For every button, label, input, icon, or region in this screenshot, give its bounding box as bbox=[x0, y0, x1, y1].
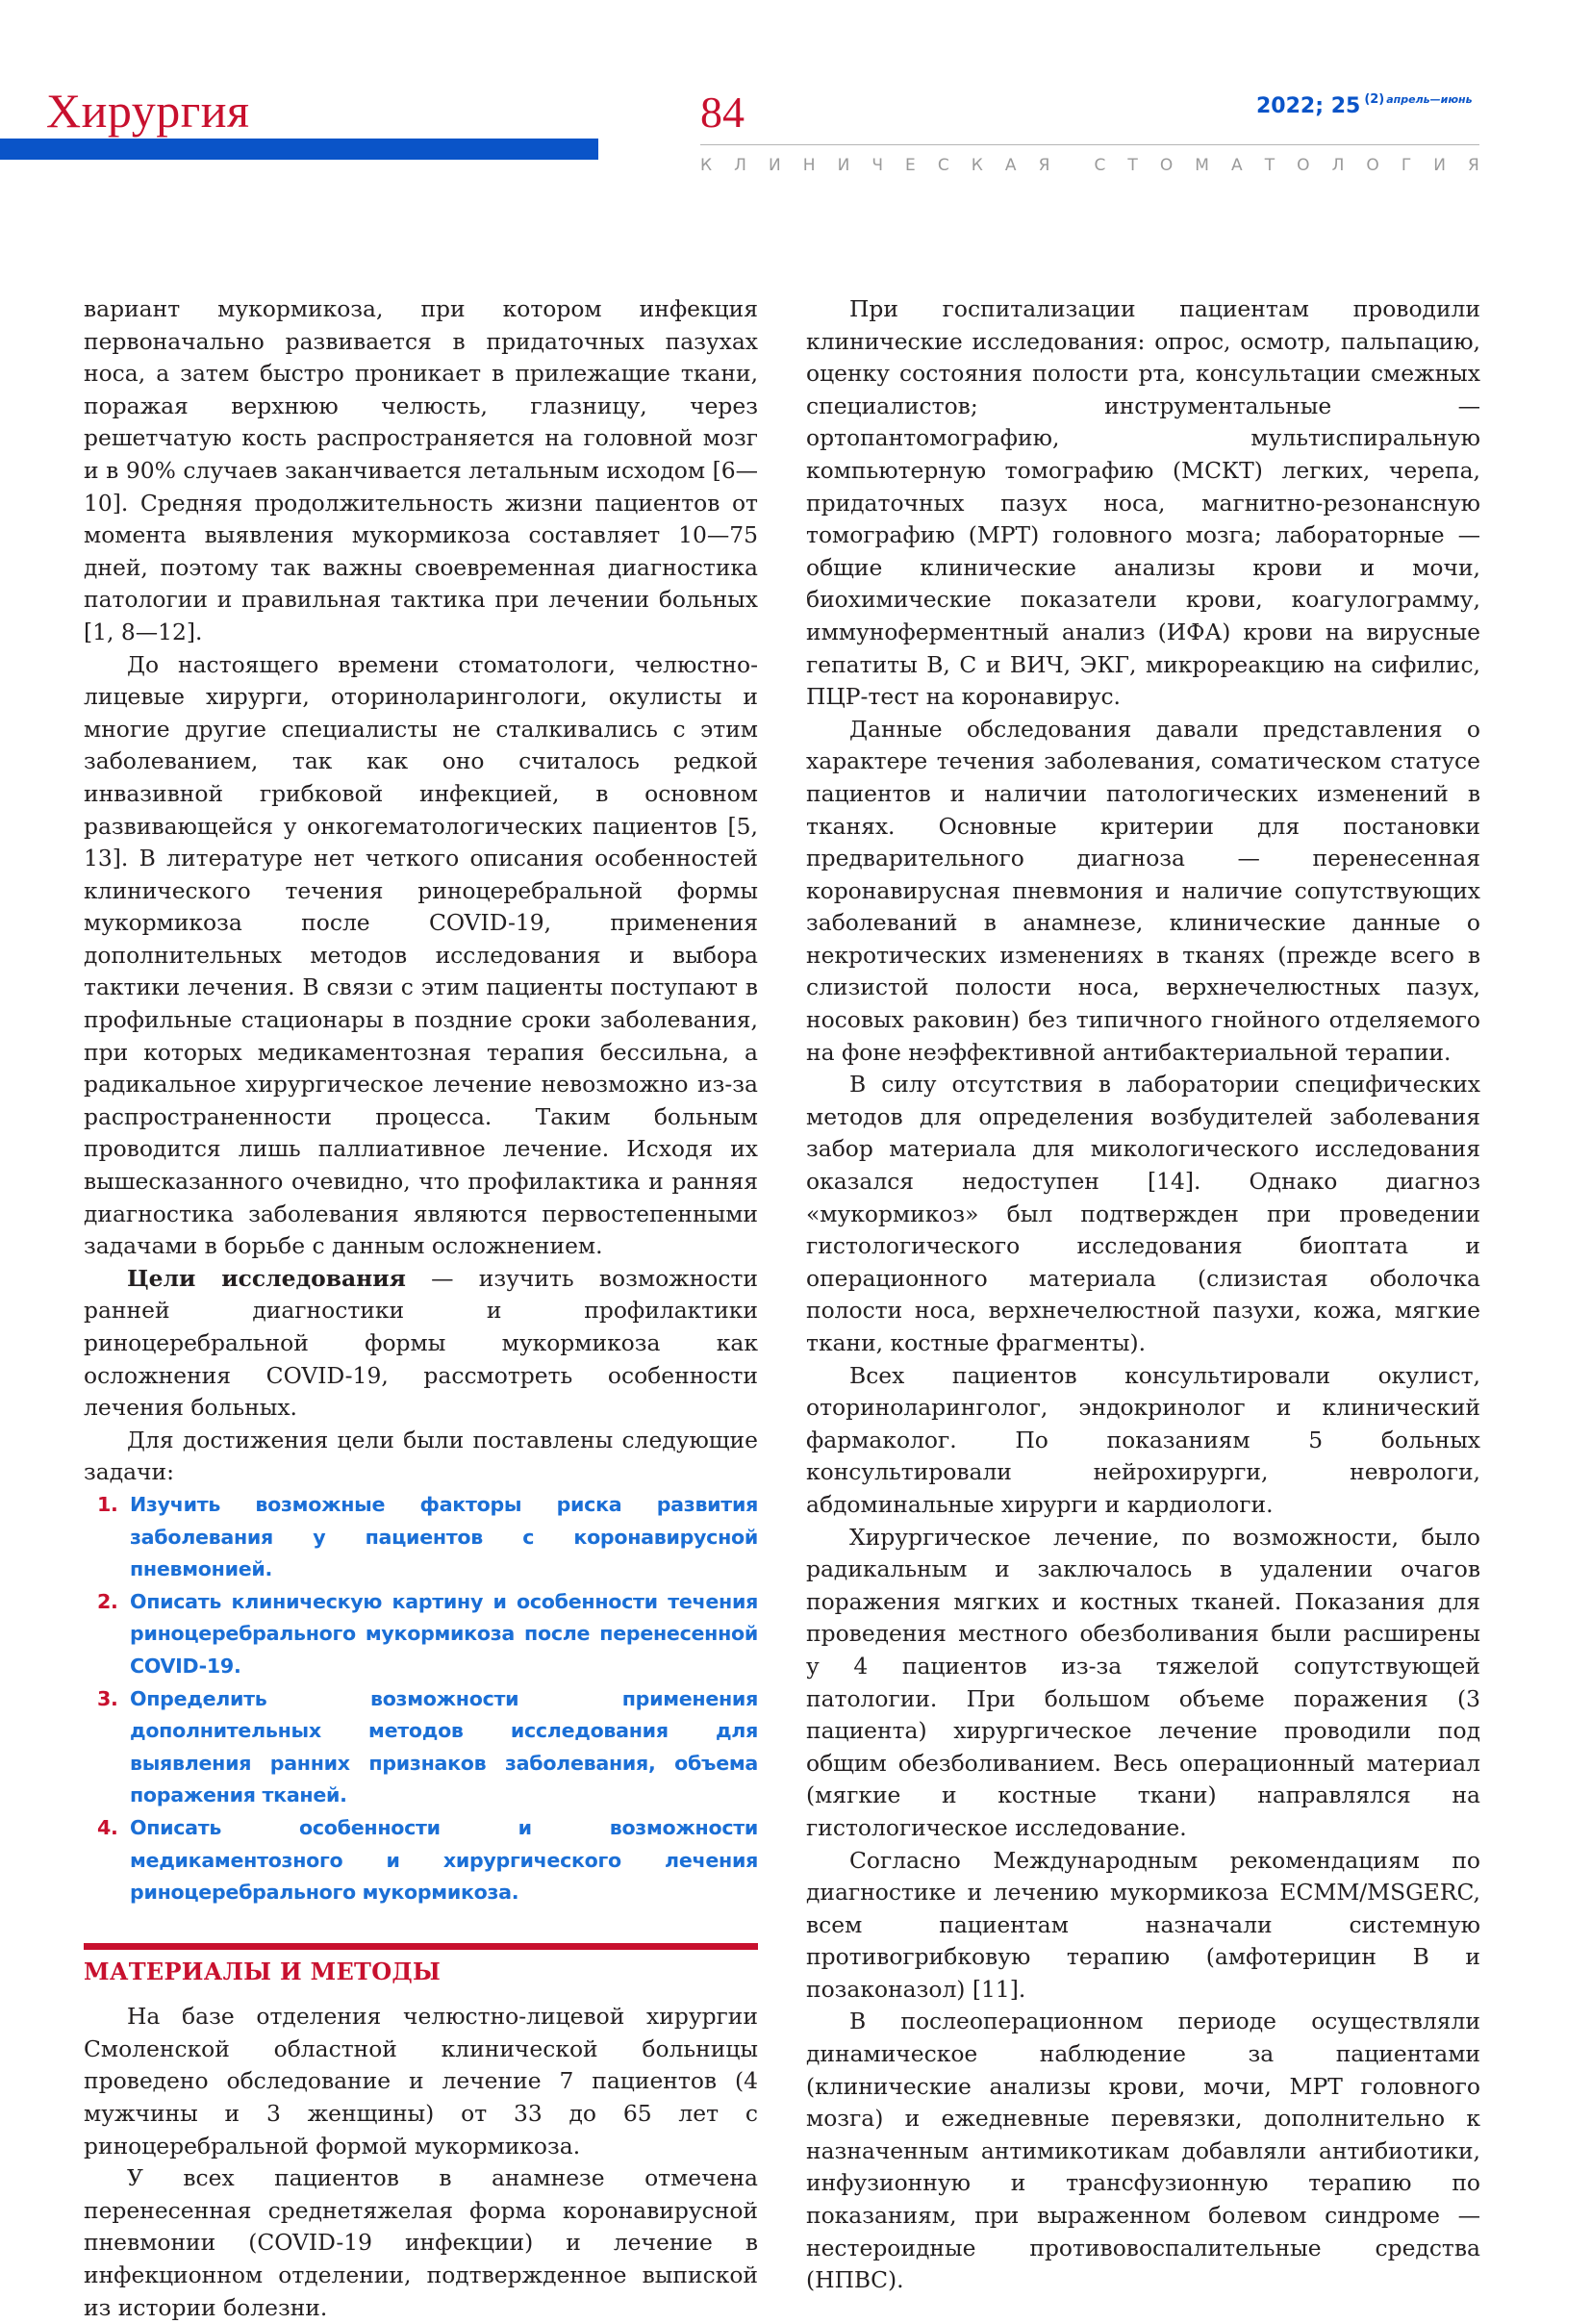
goal-paragraph bbox=[84, 1263, 758, 1425]
journal-letter: Т bbox=[1127, 156, 1138, 175]
journal-letter: И bbox=[768, 156, 781, 175]
paragraph: В послеоперационном периоде осуществляли динамическое наблюдение за пациентами (клинические анализы крови, мочи, МРТ головного мозга) и ежедневные перевязки, дополнительно к назначенным антимикотикам добавляли антибиотики, инфузионную и трансфузионную терапию по показаниям, при выраженном болевом синдроме — нестероидные противовоспалительные средства (НПВС). bbox=[806, 2008, 1480, 2294]
section-title: Хирургия bbox=[46, 84, 250, 138]
journal-letter: Л bbox=[734, 156, 746, 175]
issue-months: апрель—июнь bbox=[1386, 93, 1473, 106]
paragraph: вариант мукормикоза, при котором инфекция первоначально развивается в придаточных пазухах носа, а затем быстро проникает в прилежащие ткани, поражая верхнюю челюсть, глазницу, через решетчатую кость распространяется на головной мозг и в 90% случаев заканчивается летальным исходом [6—10]. Средняя продолжительность жизни пациентов от момента выявления мукормикоза составляет 10—75 дней, поэтому так важны своевременная диагностика патологии и правильная тактика при лечении больных [1, 8—12]. bbox=[84, 295, 758, 645]
journal-letter: И bbox=[1433, 156, 1446, 175]
left-column bbox=[84, 293, 758, 2324]
journal-letter: С bbox=[937, 156, 949, 175]
journal-letter: Я bbox=[1038, 156, 1050, 175]
journal-letter: К bbox=[700, 156, 713, 175]
header-rule bbox=[700, 144, 1479, 145]
paragraph: До настоящего времени стоматологи, челюстно-лицевые хирурги, оториноларингологи, окулисты и многие другие специалисты не сталкивались с этим заболеванием, так как оно считалось редкой инвазивной грибковой инфекцией, в основном развивающейся у онкогематологических пациентов [5, 13]. В литературе нет четкого описания особенностей клинического течения риноцеребральной формы мукормикоза после COVID-19, применения дополнительных методов исследования и выбора тактики лечения. В связи с этим пациенты поступают в профильные стационары в поздние сроки заболевания, при которых медикаментозная терапия бессильна, а радикальное хирургическое лечение невозможно из-за распространенности процесса. Таким больным проводится лишь паллиативное лечение. Исходя их вышесказанного очевидно, что профилактика и ранняя диагностика заболевания являются первостепенными задачами в борьбе с данным осложнением. bbox=[84, 650, 758, 1260]
journal-letter: К bbox=[971, 156, 983, 175]
journal-letter: Н bbox=[802, 156, 816, 175]
paragraph: У всех пациентов в анамнезе отмечена перенесенная среднетяжелая форма коронавирусной пневмонии (COVID-19 инфекции) и лечение в инфекционном отделении, подтвержденное выпиской из истории болезни. bbox=[84, 2164, 758, 2321]
goal-text: — изучить возможности ранней диагностики и профилактики риноцеребральной формы мукормикоза как осложнения COVID-19, рассмотреть особенности лечения больных. bbox=[84, 1264, 758, 1422]
paragraph: Согласно Международным рекомендациям по диагностике и лечению мукормикоза ECMM/MSGERC, всем пациентам назначали системную противогрибковую терапию (амфотерицин B и позаконазол) [11]. bbox=[806, 1846, 1480, 2003]
paragraph: Всех пациентов консультировали окулист, оториноларинголог, эндокринолог и клинический фармаколог. По показаниям 5 больных консультировали нейрохирурги, неврологи, абдоминальные хирурги и кардиологи. bbox=[806, 1361, 1480, 1518]
task-item bbox=[84, 1812, 758, 1909]
task-number: 4. bbox=[97, 1815, 118, 1839]
paragraph: В силу отсутствия в лаборатории специфических методов для определения возбудителей заболевания забор материала для микологического исследования оказался недоступен [14]. Однако диагноз «мукормикоз» был подтвержден при проведении гистологического исследования биоптата и операционного материала (слизистая оболочка полости носа, верхнечелюстной пазухи, кожа, мягкие ткани, костные фрагменты). bbox=[806, 1071, 1480, 1356]
task-text: Описать особенности и возможности медикаментозного и хирургического лечения риноцеребрального мукормикоза. bbox=[130, 1815, 758, 1905]
task-text: Описать клиническую картину и особенности течения риноцеребрального мукормикоза после перенесенной COVID-19. bbox=[130, 1589, 758, 1678]
journal-letter: Л bbox=[1331, 156, 1345, 175]
paragraph: При госпитализации пациентам проводили клинические исследования: опрос, осмотр, пальпацию, оценку состояния полости рта, консультации смежных специалистов; инструментальные — ортопантомографию, мультиспиральную компьютерную томографию (МСКТ) легких, черепа, придаточных пазух носа, магнитно-резонансную томографию (МРТ) головного мозга; лабораторные — общие клинические анализы крови и мочи, биохимические показатели крови, коагулограмму, иммуноферментный анализ (ИФА) крови на вирусные гепатиты B, C и ВИЧ, ЭКГ, микрореакцию на сифилис, ПЦР-тест на коронавирус. bbox=[806, 295, 1480, 711]
task-item bbox=[84, 1586, 758, 1683]
journal-letter: О bbox=[1366, 156, 1379, 175]
task-number: 2. bbox=[97, 1589, 118, 1613]
goal-label: Цели исследования bbox=[127, 1264, 406, 1292]
task-list bbox=[84, 1489, 758, 1909]
journal-letter: О bbox=[1297, 156, 1310, 175]
issue-info bbox=[1256, 92, 1473, 118]
paragraph: На базе отделения челюстно-лицевой хирургии Смоленской областной клинической больницы проведено обследование и лечение 7 пациентов (4 мужчины и 3 женщины) от 33 до 65 лет с риноцеребральной формой мукормикоза. bbox=[84, 2003, 758, 2160]
tasks-intro: Для достижения цели были поставлены следующие задачи: bbox=[84, 1426, 758, 1486]
journal-name bbox=[700, 156, 1479, 175]
journal-letter: С bbox=[1094, 156, 1106, 175]
issue-number: (2) bbox=[1364, 92, 1385, 107]
paragraph: Хирургическое лечение, по возможности, было радикальным и заключалось в удалении очагов поражения мягких и костных тканей. Показания для проведения местного обезболивания были расширены у 4 пациентов из-за тяжелой сопутствующей патологии. При большом объеме поражения (3 пациента) хирургическое лечение проводили под общим обезболиванием. Весь операционный материал (мягкие и костные ткани) направлялся на гистологическое исследование. bbox=[806, 1523, 1480, 1841]
journal-letter: А bbox=[1231, 156, 1243, 175]
right-column bbox=[806, 293, 1480, 2297]
paragraph: Данные обследования давали представления о характере течения заболевания, соматическом статусе пациентов и наличии патологических изменений в тканях. Основные критерии для постановки предварительного диагноза — перенесенная коронавирусная пневмония и наличие сопутствующих заболеваний в анамнезе, клинические данные о некротических изменениях в тканях (прежде всего в слизистой полости носа, верхнечелюстных пазух, носовых раковин) без типичного гнойного отделяемого на фоне неэффективной антибактериальной терапии. bbox=[806, 715, 1480, 1066]
journal-letter: Г bbox=[1401, 156, 1412, 175]
task-item bbox=[84, 1683, 758, 1812]
journal-letter: И bbox=[837, 156, 850, 175]
journal-letter: Я bbox=[1468, 156, 1479, 175]
task-number: 1. bbox=[97, 1492, 118, 1516]
journal-letter: Т bbox=[1264, 156, 1275, 175]
task-item bbox=[84, 1489, 758, 1586]
materials-heading: МАТЕРИАЛЫ И МЕТОДЫ bbox=[84, 1943, 758, 1988]
page-number: 84 bbox=[700, 88, 745, 137]
task-text: Определить возможности применения дополнительных методов исследования для выявления ранних признаков заболевания, объема поражения тканей. bbox=[130, 1686, 758, 1807]
journal-letter: А bbox=[1004, 156, 1017, 175]
task-number: 3. bbox=[97, 1686, 118, 1710]
journal-letter: О bbox=[1159, 156, 1174, 175]
journal-letter: М bbox=[1195, 156, 1209, 175]
task-text: Изучить возможные факторы риска развития заболевания у пациентов с коронавирусной пневмонией. bbox=[130, 1492, 758, 1581]
journal-letter: Ч bbox=[871, 156, 883, 175]
issue-year: 2022; 25 bbox=[1256, 94, 1361, 118]
section-color-bar bbox=[0, 139, 598, 160]
journal-letter: Е bbox=[905, 156, 916, 175]
